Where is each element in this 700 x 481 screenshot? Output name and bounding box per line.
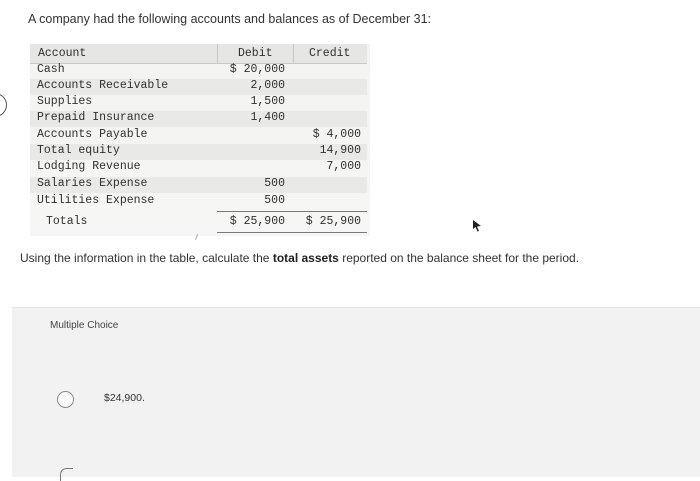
debit-value: 500 xyxy=(264,194,285,207)
account-name: Accounts Payable xyxy=(37,128,148,141)
debit-value: $ 20,000 xyxy=(229,63,285,76)
table-row xyxy=(30,95,367,111)
account-name: Utilities Expense xyxy=(37,194,155,207)
totals-rule xyxy=(217,211,367,212)
page-edge-bracket xyxy=(0,93,7,117)
table-row xyxy=(30,79,367,95)
stray-mark xyxy=(195,234,198,240)
table-row xyxy=(30,144,367,160)
option-radio-button-partial[interactable] xyxy=(60,468,73,481)
question-text xyxy=(20,251,579,265)
totals-row xyxy=(30,215,367,231)
account-name: Total equity xyxy=(37,144,120,157)
totals-double-rule xyxy=(217,232,367,233)
table-row xyxy=(30,63,367,79)
account-name: Prepaid Insurance xyxy=(37,111,155,124)
table-row xyxy=(30,194,367,210)
option-radio-button[interactable] xyxy=(57,391,74,408)
credit-value: $ 4,000 xyxy=(312,128,361,141)
column-divider xyxy=(217,44,218,63)
debit-value: 500 xyxy=(264,177,285,190)
debit-value: 1,400 xyxy=(250,111,285,124)
question-bold: total assets xyxy=(272,251,339,265)
debit-value: 1,500 xyxy=(250,95,285,108)
table-row xyxy=(30,177,367,193)
column-divider xyxy=(293,44,294,63)
totals-credit: $ 25,900 xyxy=(305,215,361,228)
account-name: Cash xyxy=(37,63,65,76)
credit-value: 7,000 xyxy=(326,160,361,173)
table-row xyxy=(30,128,367,144)
totals-label: Totals xyxy=(46,215,88,228)
table-row xyxy=(30,160,367,176)
totals-debit: $ 25,900 xyxy=(229,215,285,228)
option-text[interactable]: $24,900. xyxy=(104,392,145,404)
multiple-choice-label: Multiple Choice xyxy=(50,320,119,331)
account-name: Accounts Receivable xyxy=(37,79,169,92)
account-name: Supplies xyxy=(37,95,93,108)
mouse-cursor-icon xyxy=(471,219,483,233)
header-account: Account xyxy=(38,47,87,60)
account-name: Lodging Revenue xyxy=(37,160,141,173)
credit-value: 14,900 xyxy=(319,144,361,157)
question-after: reported on the balance sheet for the period. xyxy=(338,251,580,265)
account-name: Salaries Expense xyxy=(37,177,148,190)
header-debit: Debit xyxy=(238,47,273,60)
header-credit: Credit xyxy=(309,47,351,60)
debit-value: 2,000 xyxy=(250,79,285,92)
intro-text: A company had the following accounts and balances as of December 31: xyxy=(28,12,432,26)
table-row xyxy=(30,111,367,127)
question-before: Using the information in the table, calculate the xyxy=(20,251,273,265)
